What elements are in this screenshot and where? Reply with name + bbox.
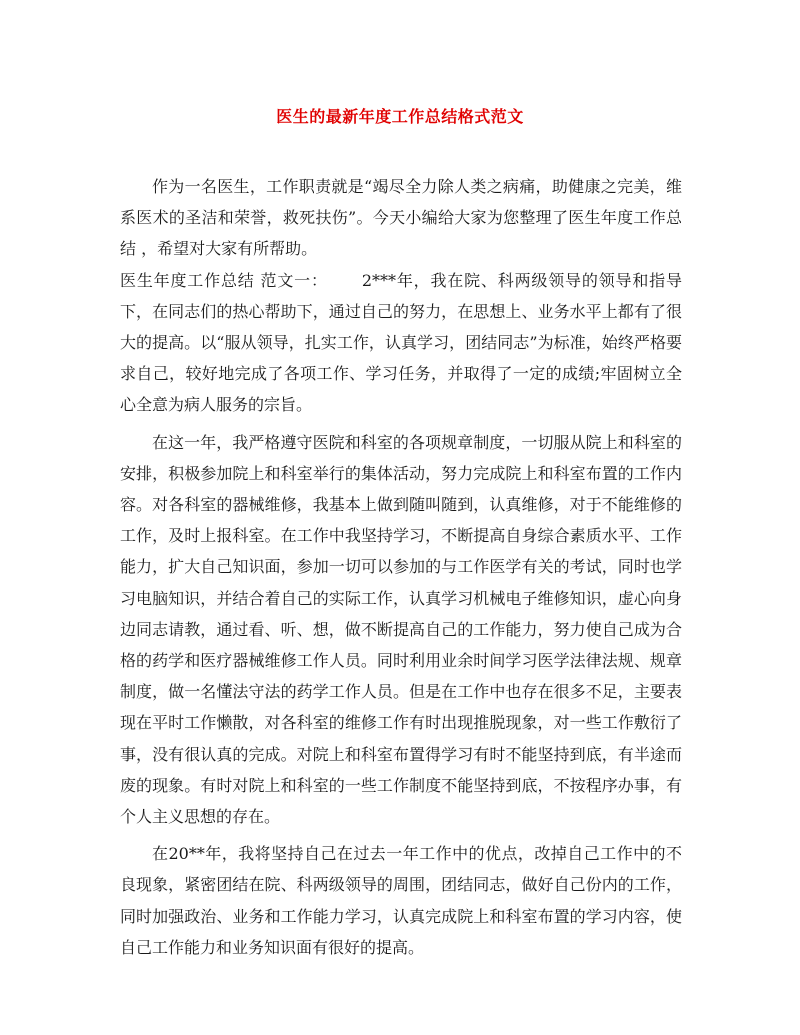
paragraph-3: 在20**年，我将坚持自己在过去一年工作中的优点，改掉自己工作中的不良现象，紧密团结在院、科两级领导的周围，团结同志，做好自己份内的工作，同时加强政治、业务和工作能力学习，认真完成院上和科室布置的学习内容，使自己工作能力和业务知识面有很好的提高。	[120, 844, 682, 957]
paragraph-2: 在这一年，我严格遵守医院和科室的各项规章制度，一切服从院上和科室的安排，积极参加院上和科室举行的集体活动，努力完成院上和科室布置的工作内容。对各科室的器械维修，我基本上做到随叫随到，认真维修，对于不能维修的工作，及时上报科室。在工作中我坚持学习，不断提高自身综合素质水平、工作能力，扩大自己知识面，参加一切可以参加的与工作医学有关的考试，同时也学习电脑知识，并结合着自己的实际工作，认真学习机械电子维修知识，虚心向身边同志请教，通过看、听、想，做不断提高自己的工作能力，努力使自己成为合格的药学和医疗器械维修工作人员。同时利用业余时间学习医学法律法规、规章制度，做一名懂法守法的药学工作人员。但是在工作中也存在很多不足，主要表现在平时工作懒散，对各科室的维修工作有时出现推脱现象，对一些工作敷衍了事，没有很认真的完成。对院上和科室布置得学习有时不能坚持到底，有半途而废的现象。有时对院上和科室的一些工作制度不能坚持到底，不按程序办事，有个人主义思想的存在。	[120, 432, 682, 827]
intro-paragraph: 作为一名医生，工作职责就是“竭尽全力除人类之病痛，助健康之完美，维系医术的圣洁和荣誉，救死扶伤”。今天小编给大家为您整理了医生年度工作总结 ，希望对大家有所帮助。	[120, 177, 682, 259]
sample-paragraph	[120, 265, 682, 421]
sample-label: 医生年度工作总结 范文一：	[120, 270, 328, 290]
document-body	[120, 171, 682, 963]
paragraph-1: 2***年，我在院、科两级领导的领导和指导下，在同志们的热心帮助下，通过自己的努力，在思想上、业务水平上都有了很大的提高。以“服从领导，扎实工作，认真学习，团结同志”为标准，始终严格要求自己，较好地完成了各项工作、学习任务，并取得了一定的成绩;牢固树立全心全意为病人服务的宗旨。	[120, 270, 683, 415]
document-title: 医生的最新年度工作总结格式范文	[276, 107, 524, 126]
